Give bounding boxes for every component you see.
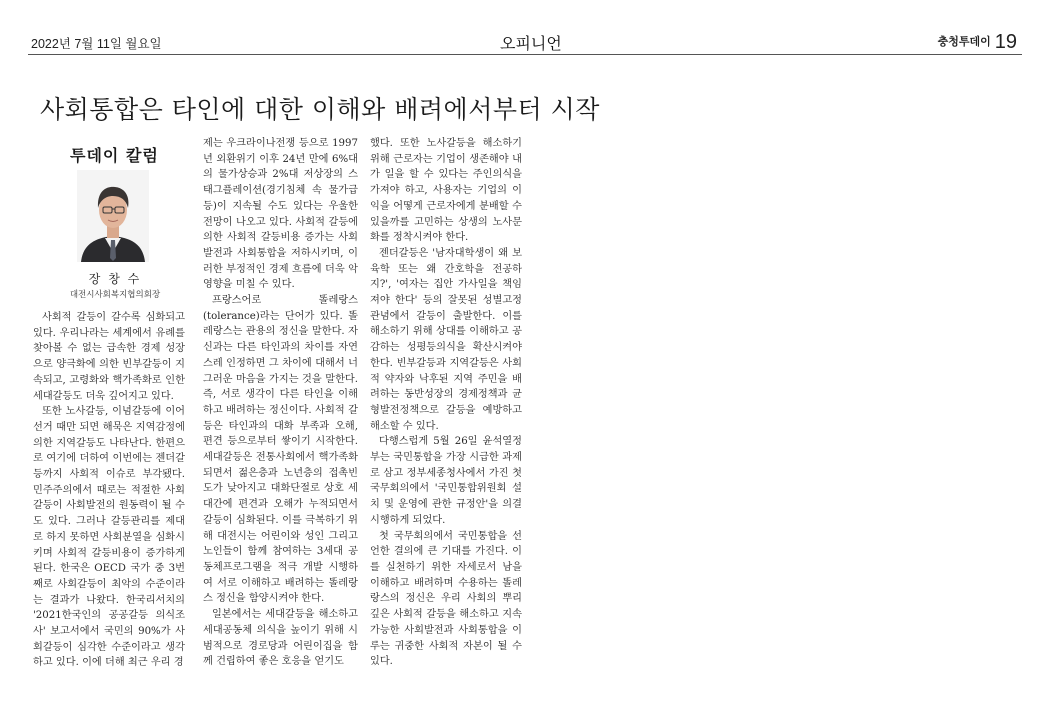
article-column-2	[203, 136, 358, 670]
paragraph: 프랑스어로 똘레랑스(tolerance)라는 단어가 있다. 똘레랑스는 관용의 정신을 말한다. 자신과는 다른 타인과의 차이를 자연스레 인정하면 그 차이에 대해서 너그러운 마음을 가지는 것을 말한다. 즉, 서로 생각이 다른 타인을 이해하고 배려하는 정신이다. 사회적 갈등은 타인과의 대화 부족과 오해, 편견 등으로부터 쌓이기 시작한다. 세대갈등은 전통사회에서 핵가족화되면서 젊은층과 노년층의 접촉빈도가 낮아지고 대화단절로 상호 세대간에 편견과 오해가 누적되면서 갈등이 심화된다. 이를 극복하기 위해 대전시는 어린이와 성인 그리고 노인들이 함께 참여하는 3세대 공동체프로그램을 적극 개발 시행하여 서로 이해하고 배려하는 똘레랑스 정신을 함양시켜야 한다.	[203, 295, 358, 605]
paragraph: 첫 국무회의에서 국민통합을 선언한 결의에 큰 기대를 가진다. 이를 실천하기 위한 자세로서 남을 이해하고 배려하며 수용하는 똘레랑스의 정신은 우리 사회의 뿌리 깊은 사회적 갈등을 해소하고 지속가능한 사회발전과 사회통합을 이루는 귀중한 사회적 자본이 될 수 있다.	[370, 530, 522, 668]
article-column-1	[33, 310, 185, 671]
article-column-3	[370, 136, 522, 670]
issue-date: 2022년 7월 11일 월요일	[31, 37, 162, 51]
paragraph: 사회적 갈등이 갈수록 심화되고 있다. 우리나라는 세계에서 유례를 찾아볼 수 없는 급속한 경제 성장으로 양극화에 의한 빈부갈등이 지속되고, 고령화와 핵가족화로 인한 세대갈등도 더욱 깊어지고 있다.	[33, 312, 185, 402]
column-label: 투데이 칼럼	[70, 146, 159, 165]
masthead	[938, 31, 1017, 54]
paragraph: 또한 노사갈등, 이념갈등에 이어 선거 때만 되면 해묵은 지역감정에 의한 지역갈등도 나타난다. 한편으로 여기에 더하여 이번에는 젠더갈등까지 사회적 이슈로 부각됐다. 민주주의에서 때로는 적절한 사회갈등이 사회발전의 원동력이 될 수도 있다. 그러나 갈등관리를 제대로 하지 못하면 사회분열을 심화시키며 사회적 갈등비용이 증가하게 된다. 한국은 OECD 국가 중 3번째로 사회갈등이 최악의 수준이라는 결과가 나왔다. 한국리서치의 '2021한국인의 공공갈등 의식조사' 보고서에서 국민의 90%가 사회갈등이 심각한 수준이라고 생각하고 있다. 이에 더해 최근 우리 경	[33, 406, 185, 669]
newspaper-name: 충청투데이	[937, 35, 991, 48]
paragraph: 했다. 또한 노사갈등을 해소하기 위해 근로자는 기업이 생존해야 내가 일을 할 수 있다는 주인의식을 가져야 하고, 사용자는 기업의 이익을 어떻게 근로자에게 분배할 수 있을까를 고민하는 상생의 노사문화를 정착시켜야 한다.	[370, 138, 522, 244]
paragraph: 일본에서는 세대갈등을 해소하고 세대공동체 의식을 높이기 위해 시범적으로 경로당과 어린이집을 함께 건립하여 좋은 호응을 얻기도	[203, 609, 358, 668]
author-photo	[77, 170, 149, 262]
author-name: 장 창 수	[88, 272, 142, 286]
page-number: 19	[994, 31, 1017, 53]
paragraph: 젠더갈등은 '남자대학생이 왜 보육학 또는 왜 간호학을 전공하지?', '여자는 집안 가사일을 책임져야 한다' 등의 잘못된 성별고정관념에서 갈등이 출발한다. 이를 해소하기 위해 상대를 이해하고 공감하는 성평등의식을 확산시켜야 한다. 빈부갈등과 지역갈등은 사회적 약자와 낙후된 지역 주민을 배려하는 동반성장의 경제정책과 균형발전정책으로 갈등을 예방하고 해소할 수 있다.	[370, 247, 522, 432]
author-title: 대전시사회복지협의회장	[69, 290, 161, 300]
article-headline: 사회통합은 타인에 대한 이해와 배려에서부터 시작	[40, 95, 600, 124]
paragraph: 제는 우크라이나전쟁 등으로 1997년 외환위기 이후 24년 만에 6%대의 물가상승과 2%대 저상장의 스태그플레이션(경기침체 속 물가급등)이 지속될 수도 있다는 우울한 전망이 나오고 있다. 사회적 갈등에 의한 사회적 갈등비용 증가는 사회발전과 사회통합을 저하시키며, 이러한 부정적인 경제 흐름에 더욱 악영향을 미칠 수 있다.	[203, 138, 358, 291]
section-title: 오피니언	[500, 34, 562, 53]
author-portrait-image	[77, 170, 149, 262]
paragraph: 다행스럽게 5월 26일 윤석열정부는 국민통합을 가장 시급한 과제로 삼고 정부세종청사에서 가진 첫 국무회의에서 '국민통합위원회 설치 및 운영에 관한 규정안'을 의결 시행하게 되었다.	[370, 436, 522, 526]
header-rule	[28, 54, 1022, 55]
